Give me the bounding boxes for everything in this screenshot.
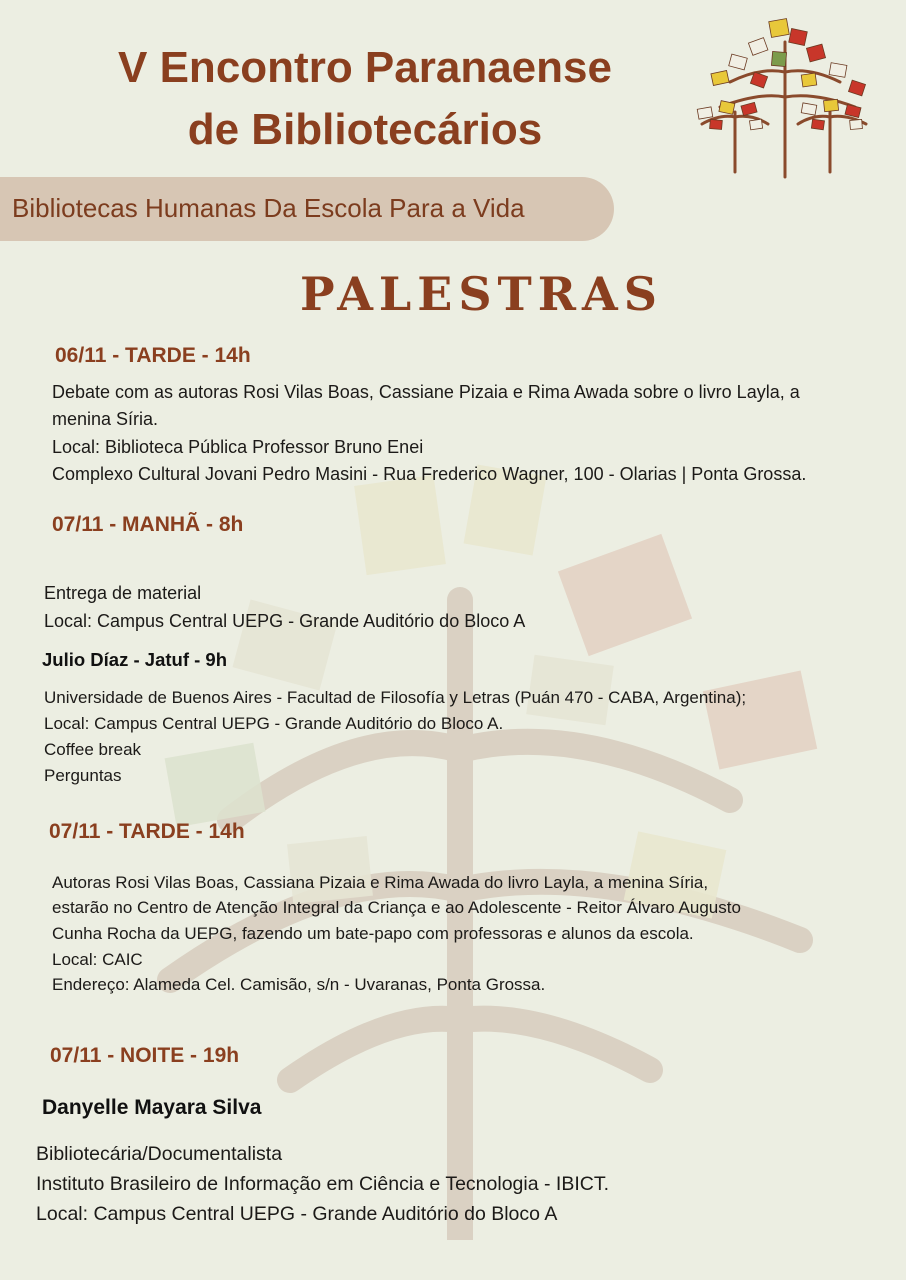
session-text-line: Endereço: Alameda Cel. Camisão, s/n - Uvaranas, Ponta Grossa. [52, 975, 546, 994]
session-text-line: Universidade de Buenos Aires - Facultad de Filosofía y Letras (Puán 470 - CABA, Argentina); [44, 688, 747, 707]
session-text-line: Local: CAIC [52, 950, 143, 969]
session-text-line: Entrega de material [44, 583, 202, 603]
session-text-line: Instituto Brasileiro de Informação em Ciência e Tecnologia - IBICT. [36, 1173, 609, 1195]
session-text-line: Local: Biblioteca Pública Professor Bruno Enei [52, 437, 424, 457]
session-text-line: estarão no Centro de Atenção Integral da Criança e ao Adolescente - Reitor Álvaro Augusto [52, 898, 741, 917]
session-text-line: Local: Campus Central UEPG - Grande Auditório do Bloco A [44, 611, 526, 631]
session-heading-0711-noite: 07/11 - NOITE - 19h [50, 1044, 240, 1067]
session-text-line: Coffee break [44, 740, 142, 759]
session-text-line: Perguntas [44, 766, 122, 785]
speaker-name-julio-diaz: Julio Díaz - Jatuf - 9h [42, 649, 228, 670]
event-title-line-1: V Encontro Paranaense [118, 43, 612, 92]
section-heading-palestras: PALESTRAS [300, 267, 663, 321]
session-text-line: menina Síria. [52, 409, 159, 429]
session-text-line: Debate com as autoras Rosi Vilas Boas, Cassiane Pizaia e Rima Awada sobre o livro Layla, a [52, 382, 800, 402]
session-heading-0711-manha: 07/11 - MANHÃ - 8h [52, 513, 244, 536]
session-text-line: Autoras Rosi Vilas Boas, Cassiana Pizaia e Rima Awada do livro Layla, a menina Síria, [52, 873, 709, 892]
session-text-line: Local: Campus Central UEPG - Grande Auditório do Bloco A. [44, 714, 504, 733]
session-text-line: Local: Campus Central UEPG - Grande Auditório do Bloco A [36, 1203, 558, 1225]
event-title-line-2: de Bibliotecários [187, 105, 543, 154]
session-text-line: Bibliotecária/Documentalista [36, 1143, 283, 1165]
speaker-name-danyelle: Danyelle Mayara Silva [42, 1096, 262, 1119]
subtitle-band [0, 177, 614, 241]
book-tree-icon [690, 12, 880, 182]
event-subtitle: Bibliotecas Humanas Da Escola Para a Vida [12, 193, 525, 223]
session-heading-0711-tarde: 07/11 - TARDE - 14h [49, 820, 245, 843]
session-text-line: Cunha Rocha da UEPG, fazendo um bate-papo com professoras e alunos da escola. [52, 924, 694, 943]
session-heading-0611-tarde: 06/11 - TARDE - 14h [55, 344, 251, 367]
session-text-line: Complexo Cultural Jovani Pedro Masini - Rua Frederico Wagner, 100 - Olarias | Ponta Grossa. [52, 464, 807, 484]
